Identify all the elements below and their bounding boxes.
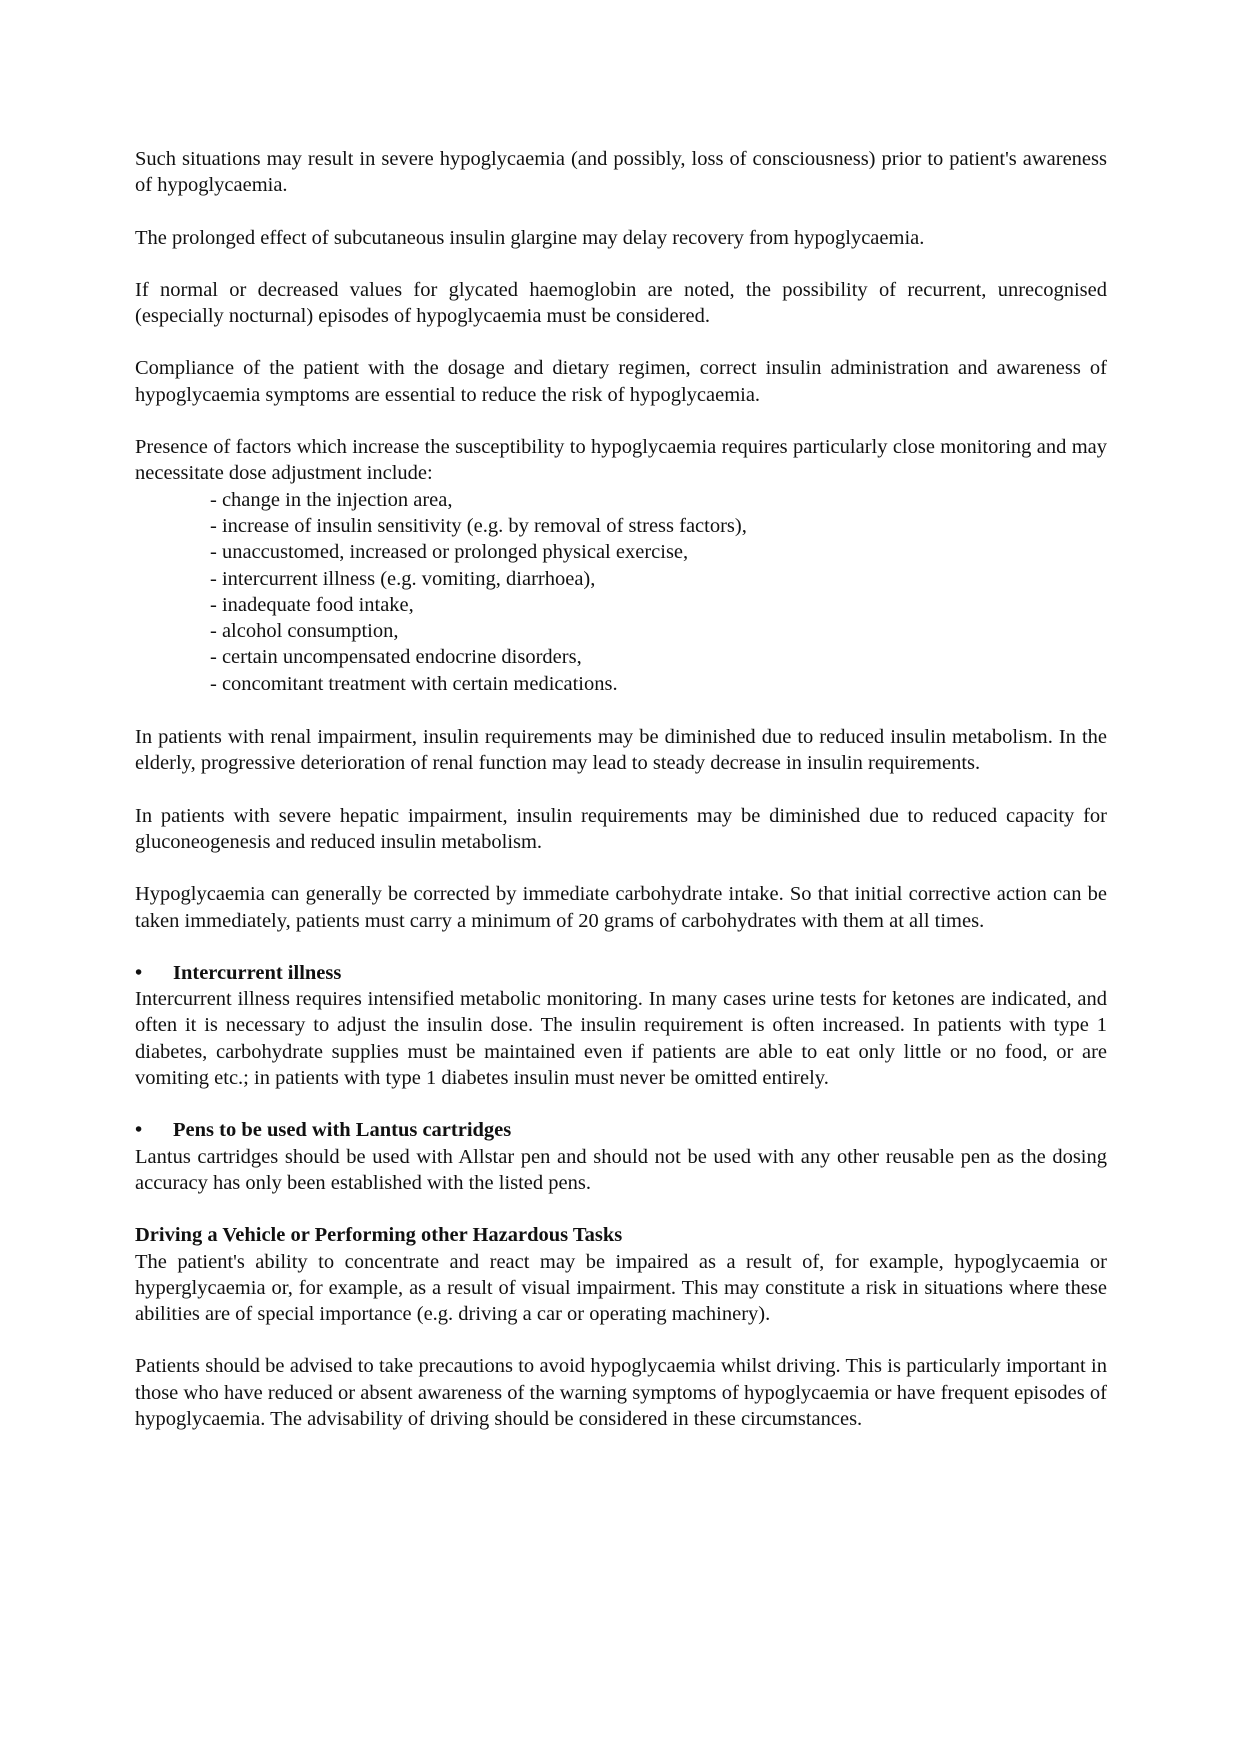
bullet-icon: • <box>135 961 143 984</box>
section-body: The patient's ability to concentrate and react may be impaired as a result of, for example, hypoglycaemia or hyperglycaemia or, for example, as a result of visual impairment. This may constitute a risk in situations where these abilities are of special importance (e.g. driving a car or operating machinery). <box>135 1250 1107 1326</box>
paragraph-compliance: Compliance of the patient with the dosage and dietary regimen, correct insulin administration and awareness of hypoglycaemia symptoms are essential to reduce the risk of hypoglycaemia. <box>135 357 1107 406</box>
section-body: Intercurrent illness requires intensified metabolic monitoring. In many cases urine tests for ketones are indicated, and often it is necessary to adjust the insulin dose. The insulin requirement is often increased. In patients with type 1 diabetes, carbohydrate supplies must be maintained even if patients are able to eat only little or no food, or are vomiting etc.; in patients with type 1 diabetes insulin must never be omitted entirely. <box>135 988 1107 1090</box>
factors-list <box>135 487 1107 697</box>
paragraph-prolonged-effect: The prolonged effect of subcutaneous insulin glargine may delay recovery from hypoglycaemia. <box>135 226 925 249</box>
paragraph-severe-hypoglycaemia: Such situations may result in severe hypoglycaemia (and possibly, loss of consciousness) prior to patient's awareness of hypoglycaemia. <box>135 148 1107 197</box>
paragraph-hepatic-impairment: In patients with severe hepatic impairment, insulin requirements may be diminished due to reduced capacity for gluconeogenesis and reduced insulin metabolism. <box>135 804 1107 853</box>
list-item: - certain uncompensated endocrine disorders, <box>210 646 582 669</box>
heading-text: Intercurrent illness <box>173 961 342 984</box>
paragraph-renal-impairment: In patients with renal impairment, insulin requirements may be diminished due to reduced insulin metabolism. In the elderly, progressive deterioration of renal function may lead to steady decrease in insulin requirements. <box>135 726 1107 775</box>
list-item: - concomitant treatment with certain medications. <box>210 672 618 695</box>
paragraph-susceptibility-factors: Presence of factors which increase the susceptibility to hypoglycaemia requires particularly close monitoring and may necessitate dose adjustment include: <box>135 436 1107 485</box>
section-body: Lantus cartridges should be used with Allstar pen and should not be used with any other reusable pen as the dosing accuracy has only been established with the listed pens. <box>135 1145 1107 1194</box>
list-item: - increase of insulin sensitivity (e.g. by removal of stress factors), <box>210 514 747 537</box>
paragraph-carbohydrate-intake: Hypoglycaemia can generally be corrected by immediate carbohydrate intake. So that initial corrective action can be taken immediately, patients must carry a minimum of 20 grams of carbohydrates with them at all times. <box>135 883 1107 932</box>
paragraph-glycated-haemoglobin: If normal or decreased values for glycated haemoglobin are noted, the possibility of recurrent, unrecognised (especially nocturnal) episodes of hypoglycaemia must be considered. <box>135 278 1107 328</box>
section-lantus-pens <box>135 1117 1107 1196</box>
section-heading: Driving a Vehicle or Performing other Hazardous Tasks <box>135 1224 623 1247</box>
list-item: - alcohol consumption, <box>210 620 399 643</box>
list-item: - unaccustomed, increased or prolonged physical exercise, <box>210 541 689 564</box>
list-item: - inadequate food intake, <box>210 593 414 616</box>
section-driving <box>135 1222 1107 1327</box>
document-page <box>135 146 1107 1458</box>
list-item: - intercurrent illness (e.g. vomiting, diarrhoea), <box>210 567 596 590</box>
heading-text: Pens to be used with Lantus cartridges <box>173 1119 512 1142</box>
bullet-icon: • <box>135 1119 143 1142</box>
section-heading <box>135 960 1107 986</box>
section-heading <box>135 1117 1107 1143</box>
paragraph-driving-advice: Patients should be advised to take precautions to avoid hypoglycaemia whilst driving. This is particularly important in those who have reduced or absent awareness of the warning symptoms of hypoglycaemia or have frequent episodes of hypoglycaemia. The advisability of driving should be considered in these circumstances. <box>135 1355 1107 1430</box>
list-item: - change in the injection area, <box>210 488 453 511</box>
section-intercurrent-illness <box>135 960 1107 1091</box>
